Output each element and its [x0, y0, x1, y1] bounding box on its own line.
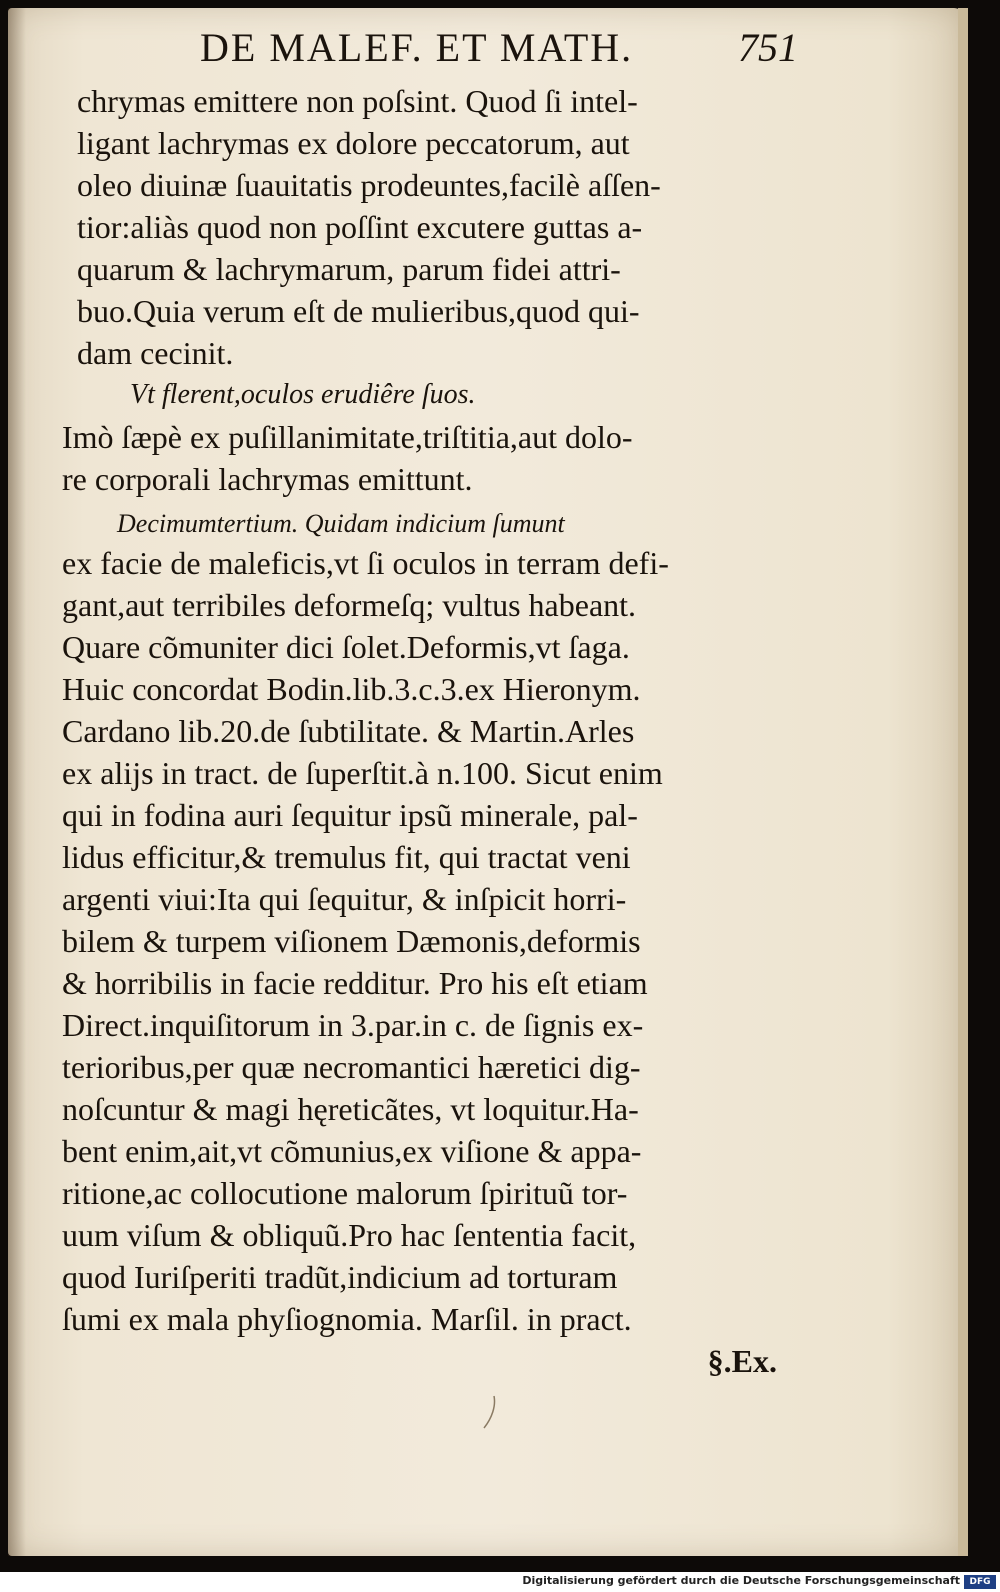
text-line: bent enim,ait,vt cõmunius,ex viſione & appa- [62, 1133, 642, 1169]
text-line: ligant lachrymas ex dolore peccatorum, aut [77, 125, 630, 161]
body-text [62, 80, 797, 1382]
pencil-mark [480, 1394, 500, 1430]
text-line: Cardano lib.20.de ſubtilitate. & Martin.Arles [62, 713, 635, 749]
text-line: quarum & lachrymarum, parum fidei attri- [77, 251, 621, 287]
page-number: 751 [738, 25, 798, 70]
section-rubric: Decimumtertium. Quidam indicium ſumunt [117, 509, 565, 538]
catchword: §.Ex. [707, 1343, 777, 1379]
text-line: ritione,ac collocutione malorum ſpirituũ tor- [62, 1175, 628, 1211]
text-line: dam cecinit. [77, 335, 234, 371]
verse-quotation: Vt flerent,oculos erudiêre ſuos. [130, 379, 476, 410]
text-line: bilem & turpem viſionem Dæmonis,deformis [62, 923, 641, 959]
running-head: DE MALEF. ET MATH. [200, 25, 634, 70]
page-header [200, 24, 800, 72]
text-line: re corporali lachrymas emittunt. [62, 461, 473, 497]
text-line: uum viſum & obliquũ.Pro hac ſententia facit, [62, 1217, 637, 1253]
text-line: & horribilis in facie redditur. Pro his eſt etiam [62, 965, 648, 1001]
text-line: Quare cõmuniter dici ſolet.Deformis,vt ſaga. [62, 629, 630, 665]
text-line: lidus efficitur,& tremulus fit, qui tractat veni [62, 839, 631, 875]
text-line: gant,aut terribiles deformeſq; vultus habeant. [62, 587, 637, 623]
page-edge [958, 8, 968, 1556]
text-line: argenti viui:Ita qui ſequitur, & inſpicit horri- [62, 881, 627, 917]
section-start-line [62, 500, 797, 542]
text-line: Direct.inquiſitorum in 3.par.in c. de ſignis ex- [62, 1007, 644, 1043]
text-line: terioribus,per quæ necromantici hæretici dig- [62, 1049, 641, 1085]
text-line: Imò ſæpè ex puſillanimitate,triſtitia,aut dolo- [62, 419, 633, 455]
dfg-logo: DFG [964, 1575, 996, 1589]
text-line: Huic concordat Bodin.lib.3.c.3.ex Hieronym. [62, 671, 641, 707]
text-line: ex alijs in tract. de ſuperſtit.à n.100. Sicut enim [62, 755, 663, 791]
text-line: chrymas emittere non poſsint. Quod ſi intel- [77, 83, 638, 119]
binding-shadow [8, 8, 26, 1556]
text-line: buo.Quia verum eſt de mulieribus,quod qui- [77, 293, 640, 329]
text-line: qui in fodina auri ſequitur ipsũ minerale, pal- [62, 797, 638, 833]
text-line: noſcuntur & magi hęreticãtes, vt loquitur.Ha- [62, 1091, 639, 1127]
text-line: ex facie de maleficis,vt ſi oculos in terram defi- [62, 545, 669, 581]
text-line: oleo diuinæ ſuauitatis prodeuntes,facilè aſſen- [77, 167, 661, 203]
text-line: ſumi ex mala phyſiognomia. Marſil. in pract. [62, 1301, 632, 1337]
funding-credit: Digitalisierung gefördert durch die Deutsche Forschungsgemeinschaft [522, 1574, 960, 1587]
footer [0, 1572, 1000, 1592]
text-line: quod Iuriſperiti tradũt,indicium ad torturam [62, 1259, 618, 1295]
text-line: tior:aliàs quod non poſſint excutere guttas a- [77, 209, 643, 245]
